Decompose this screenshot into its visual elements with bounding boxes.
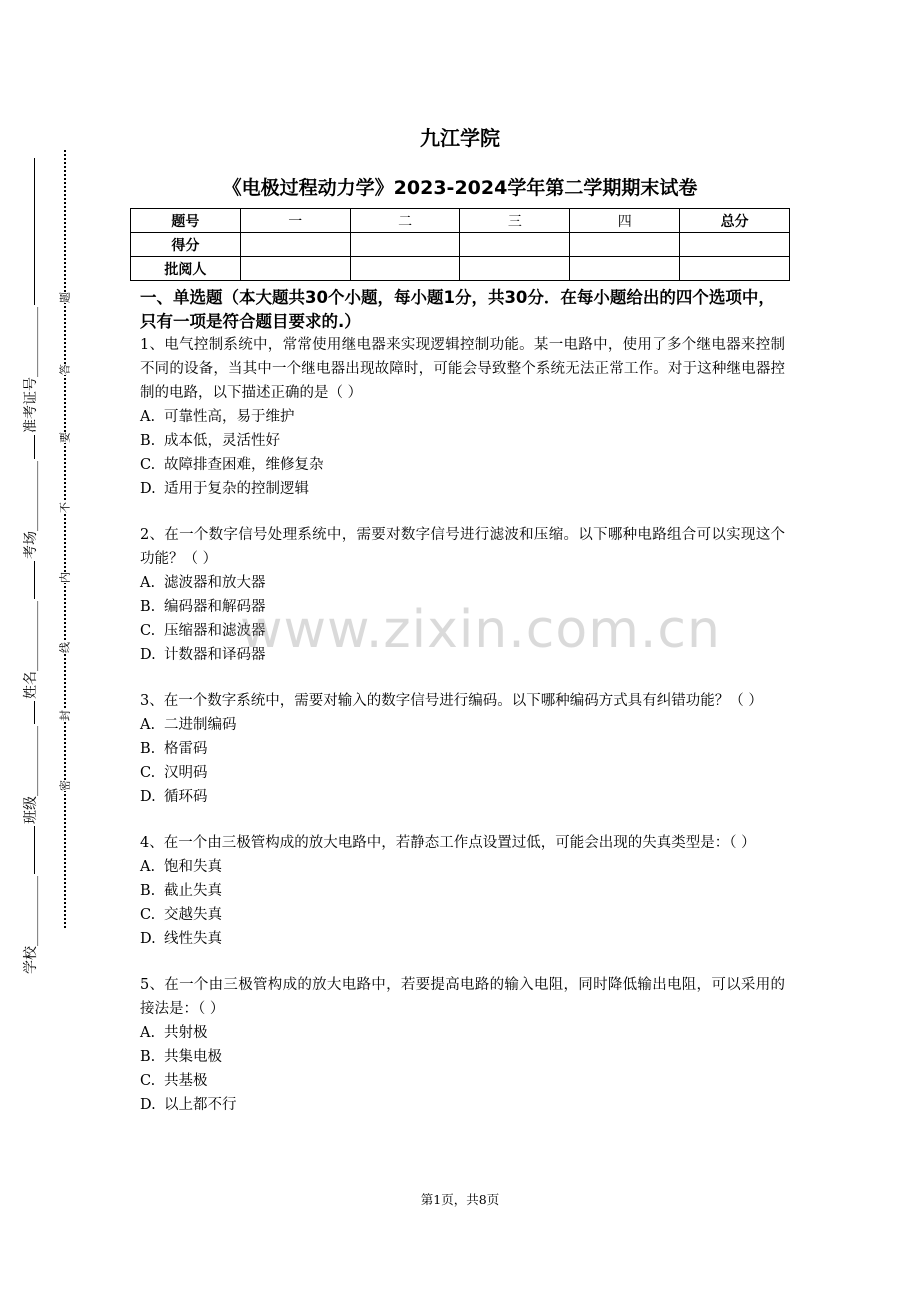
page-footer: 第1页，共8页 [420,1192,500,1207]
notice-char: 封 [58,710,72,721]
column-header: 三 [460,209,570,233]
option[interactable]: D. 适用于复杂的控制逻辑 [140,481,309,497]
binding-margin [0,150,80,974]
table-row [131,209,790,233]
seal-dotted-line [64,150,66,928]
row-header: 批阅人 [131,257,241,281]
column-header: 题号 [131,209,241,233]
option[interactable]: B. 成本低，灵活性好 [140,433,280,449]
score-cell[interactable] [570,233,680,257]
question-stem: 5、在一个由三极管构成的放大电路中，若要提高电路的输入电阻，同时降低输出电阻，可以采用的接法是：（ ） [140,977,785,1017]
question [140,333,785,501]
question-stem: 3、在一个数字系统中，需要对输入的数字信号进行编码。以下哪种编码方式具有纠错功能？（ ） [140,693,763,709]
score-cell[interactable] [350,257,460,281]
option[interactable]: A. 滤波器和放大器 [140,575,266,591]
option[interactable]: B. 截止失真 [140,883,222,899]
score-cell[interactable] [240,257,350,281]
field-school: 学校__________ [20,874,40,976]
column-header: 一 [240,209,350,233]
option[interactable]: A. 可靠性高，易于维护 [140,409,295,425]
score-cell[interactable] [240,233,350,257]
score-cell[interactable] [680,233,790,257]
question-stem: 1、电气控制系统中，常常使用继电器来实现逻辑控制功能。某一电路中，使用了多个继电器来控制不同的设备，当其中一个继电器出现故障时，可能会导致整个系统无法正常工作。对于这种继电器控制的电路，以下描述正确的是（ ） [140,337,785,401]
column-header: 四 [570,209,680,233]
field-name: 姓名__________ [20,599,40,701]
option[interactable]: B. 格雷码 [140,741,208,757]
question-list [140,333,785,1139]
notice-char: 题 [58,292,72,303]
notice-char: 线 [58,642,72,653]
option[interactable]: C. 故障排查困难，维修复杂 [140,457,324,473]
option[interactable]: A. 共射极 [140,1025,208,1041]
field-exam-room: 考场__________ [20,459,40,561]
option[interactable]: D. 以上都不行 [140,1097,237,1113]
option[interactable]: B. 编码器和解码器 [140,599,266,615]
notice-char: 答 [58,364,72,375]
option[interactable]: C. 压缩器和滤波器 [140,623,266,639]
question-stem: 2、在一个数字信号处理系统中，需要对数字信号进行滤波和压缩。以下哪种电路组合可以实现这个功能？（ ） [140,527,785,567]
option[interactable]: C. 共基极 [140,1073,208,1089]
option[interactable]: A. 二进制编码 [140,717,237,733]
question [140,689,785,809]
notice-char: 内 [58,572,72,583]
notice-char: 密 [58,780,72,791]
score-cell[interactable] [460,257,570,281]
field-class: 班级__________ [20,724,40,826]
score-cell[interactable] [460,233,570,257]
exam-title: 《电极过程动力学》2023-2024学年第二学期期末试卷 [222,177,698,199]
option[interactable]: A. 饱和失真 [140,859,222,875]
school-name: 九江学院 [420,126,500,150]
field-exam-number: 准考证号__________ [20,305,40,435]
watermark: www.zixin.com.cn [240,600,721,660]
column-header: 二 [350,209,460,233]
option[interactable]: D. 线性失真 [140,931,222,947]
table-row [131,257,790,281]
option[interactable]: C. 汉明码 [140,765,208,781]
score-cell[interactable] [570,257,680,281]
question [140,973,785,1117]
option[interactable]: B. 共集电极 [140,1049,222,1065]
score-cell[interactable] [350,233,460,257]
column-header: 总分 [680,209,790,233]
score-cell[interactable] [680,257,790,281]
row-header: 得分 [131,233,241,257]
notice-char: 要 [58,432,72,443]
question [140,831,785,951]
option[interactable]: D. 计数器和译码器 [140,647,266,663]
table-row [131,233,790,257]
section-title: 一、单选题（本大题共30个小题，每小题1分，共30分．在每小题给出的四个选项中，只有一项是符合题目要求的.） [140,288,775,331]
option[interactable]: D. 循环码 [140,789,208,805]
question-stem: 4、在一个由三极管构成的放大电路中，若静态工作点设置过低，可能会出现的失真类型是：（ ） [140,835,756,851]
option[interactable]: C. 交越失真 [140,907,222,923]
score-table [130,208,790,281]
notice-char: 不 [58,502,72,513]
